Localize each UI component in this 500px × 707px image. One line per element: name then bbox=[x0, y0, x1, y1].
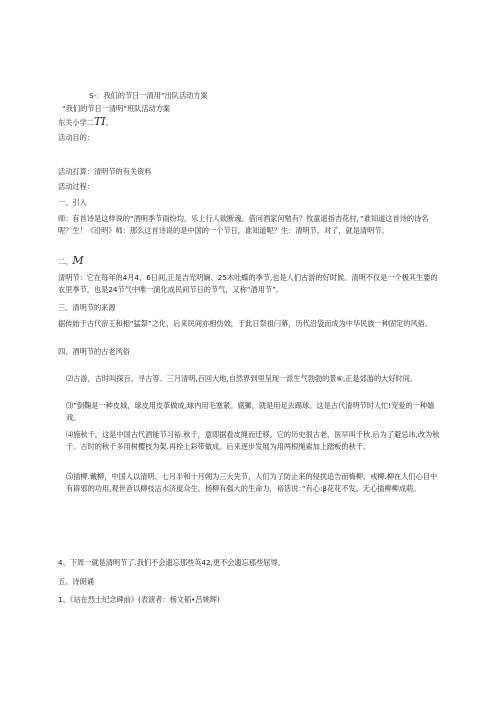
custom-3-paragraph: ⑶”倒鞠是一种皮城，球皮用皮革做成,球内用毛塞紧。腐狮，就是用足去踢球。这是古代清明节时人忙!宠爱的一种嬉戏。 bbox=[66, 401, 435, 422]
festival-paragraph: 清明节：它在每年的4月4、6日间,正是吉光明娴、25木吐蝶的季节,也是人们古游的好时候。清明不仅是一个极其生要的农里季节，也是24节气中唯一演化成民间节日的节气，又称“酒用节”。 bbox=[58, 273, 438, 294]
intro-paragraph: 师：有首诗是这样说的“酒明季节雨纷均，乐上行人欲断魂。借问酒家何勉有？牧童遥指杏花村，”谁知道这首诗的诗名呢？生！《沿明》师：那么这首诗说的是中国的一个节日，谁知道呢？生：清明节。对了，就是清明节。 bbox=[58, 214, 429, 235]
school-tail: 。 bbox=[105, 118, 113, 127]
document-title: S-：我们的节日一清用”出队活动方案 bbox=[89, 91, 208, 100]
school-mark: TI bbox=[93, 117, 106, 128]
school-line bbox=[58, 117, 442, 128]
section-2-heading bbox=[58, 256, 442, 267]
school-name: 东关小学二 bbox=[58, 118, 94, 127]
custom-4-paragraph: ⑷施秋千。这是中国古代酒能节习裕.秋千，意即据看皮绳而迁移。它的历史很古老，医早叫千秋.后为了避忌讳,改为秋千。古时的秋千多用树樱枝为架.再栓上彩带做成。后来逐步发展为用两根绳索加上踏板的秋千。 bbox=[66, 430, 440, 451]
custom-5-paragraph: ⑸插柳.戴柳，中国人以清明、七月半和十月朔为三大先节，人们为了防止来的侵扰追告而梅柳、戒柳.柳在人们心目中有辟邪的功用,观世音以柳枝沾水济度众生。杨柳有强大的生命力，裕话说：”有心:β花花不发，无心插柳柳成萌。 bbox=[66, 472, 438, 493]
poem-item-1: 1、《站在烈士纪念碑前》(表演者：杨文韬•吕姚辉) bbox=[58, 595, 220, 604]
section-2-label: 二、 bbox=[58, 257, 73, 266]
process-heading: 活动过程： bbox=[58, 182, 94, 191]
document-subtitle: “我们的节日一清明”班队活动方案 bbox=[62, 104, 171, 113]
preparation-line: 活动打算：清明节的有关资料 bbox=[58, 167, 152, 176]
section-3-heading: 三、清明节的来源 bbox=[58, 303, 116, 312]
section-1-heading: 一、引入 bbox=[58, 198, 87, 207]
next-week-line: 4、下周一就是清明节了.我们不会遗忘那些英42,更不会遗忘那些屈辱。 bbox=[58, 558, 285, 567]
purpose-label: 活动目的： bbox=[58, 133, 94, 142]
origin-paragraph: 据传始于古代帝王和相“猛祭”之化，后来民间亦相仿效，于此日祭祖闩幕，历代沿袋而成为中华民族一种固定的风俗。 bbox=[58, 319, 433, 328]
section-5-heading: 五、诗朗诵 bbox=[58, 577, 94, 586]
section-4-heading: 四、酒明节的古老风俗 bbox=[58, 347, 130, 356]
section-2-mark: M bbox=[72, 256, 84, 267]
custom-2-paragraph: ⑵古游，古时叫探百、寻古等。三月清明,百回大地,自然界到里呈现一派生气勃勃的景⑥,正是郊游的大好时间。 bbox=[66, 374, 418, 383]
